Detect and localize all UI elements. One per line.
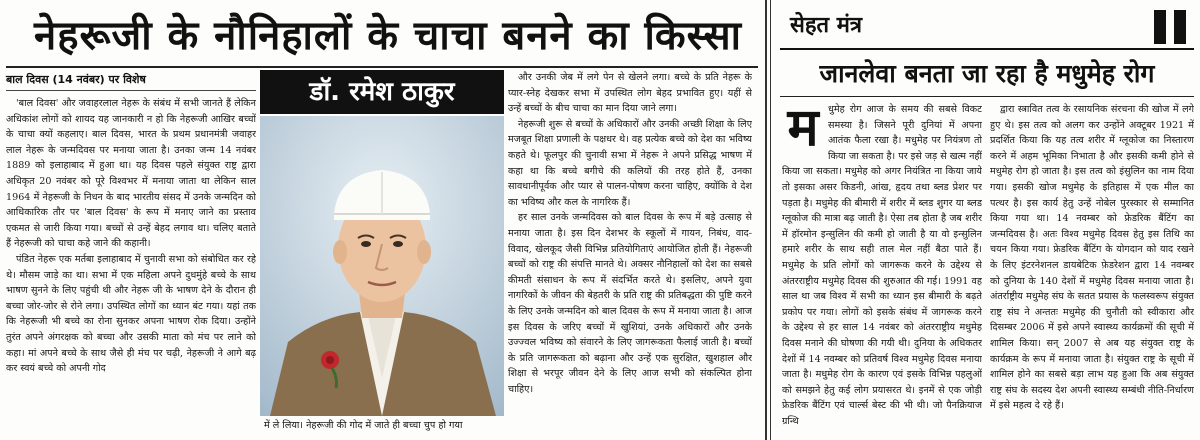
section-title: सेहत मंत्र [790, 13, 863, 38]
paragraph: धुमेह रोग आज के समय की सबसे विकट समस्या है। जिसने पूरी दुनियां में अपना आतंक फैला रखा है। मधुमेह पर नियंत्रण तो किया जा सकता है। पर इसे जड़ से खत्म नहीं किया जा सकता। मधुमेह को अगर नियंत्रित ना किया जाये तो इसका असर किडनी, आंख, हृदय तथा ब्लड प्रेशर पर पड़ता है। मधुमेह की बीमारी में शरीर में ब्लड शुगर या ब्लड ग्लूकोज की मात्रा बढ़ जाती है। ऐसा तब होता है जब शरीर में हॉरमोन इन्सुलिन की कमी हो जाती है या वो इन्सुलिन हमारे शरीर के साथ सही ताल मेल नहीं बैठा पाते हैं। मधुमेह के प्रति लोगों को जागरूक करने के उद्देश्य से अंतरराष्ट्रीय मधुमेह दिवस की शुरुआत की गई। 1991 वह साल था जब विश्व में सभी का ध्यान इस बीमारी के बढ़ते प्रकोप पर गया। लोगों को इसके संबंध में जागरूक करने के उद्देश्य से हर साल 14 नवंबर को अंतरराष्ट्रीय मधुमेह दिवस मनाने की घोषणा की गयी थी। दुनिया के अधिकतर देशों में 14 नवम्बर को प्रतिवर्ष विश्व मधुमेह दिवस मनाया जाता है। मधुमेह रोग के कारण एवं इसके विभिन्न पहलुओं को समझने हेतु कई लोग प्रयासरत थे। इनमें से एक जोड़ी फ्रेडरिक बैंटिंग एवं चार्ल्स बेस्ट की भी थी। जो पैनक्रियाज ग्रन्थि [782, 104, 982, 427]
headline-rule [6, 66, 758, 68]
column-divider [765, 0, 767, 440]
dropcap-letter: म [787, 102, 819, 158]
paragraph: पंडित नेहरू एक मर्तबा इलाहाबाद में चुनावी सभा को संबोधित कर रहे थे। मौसम जाड़े का था। सभा में एक महिला अपने दुधमुंहे बच्चे के साथ भाषण सुनने के लिए पहुंची थी और नेहरू जी के भाषण देने के दौरान ही बच्चा जोर-जोर से रोने लगा। उपस्थित लोगों का ध्यान बंट गया। यहां तक कि नेहरूजी भी बच्चे का रोना सुनकर अपना भाषण रोक दिया। उन्होंने तुरंत अपने अंगरक्षक को बच्चा और उसकी माता को मंच पर लाने को कहा। मां अपने बच्चे के साथ जैसे ही मंच पर चढ़ी, नेहरूजी ने आगे बढ़ कर स्वयं बच्चे को अपनी गोद [6, 253, 256, 375]
article-kicker: बाल दिवस (14 नवंबर) पर विशेष [6, 73, 146, 86]
kicker-rule [6, 90, 256, 91]
paragraph: और उनकी जेब में लगे पेन से खेलने लगा। बच्चे के प्रति नेहरू के प्यार-स्नेह देखकर सभा में उपस्थित लोग बेहद प्रभावित हुए। यहीं से उन्हें बच्चों के बीच चाचा का मान दिया जाने लगा। [508, 72, 752, 115]
paragraph: 'बाल दिवस' और जवाहरलाल नेहरू के संबंध में सभी जानते हैं लेकिन अधिकांश लोगों को शायद यह जानकारी न हो कि नेहरूजी आखिर बच्चों के चाचा क्यों कहलाए। बाल दिवस, भारत के प्रथम प्रधानमंत्री जवाहर लाल नेहरू के जन्मदिवस पर मनाया जाता है। उनका जन्म 14 नवंबर 1889 को इलाहाबाद में हुआ था। यह दिवस पहले संयुक्त राष्ट्र द्वारा अधिकृत 20 नवंबर को पूरे विश्वभर में मनाया जाता था लेकिन साल 1964 में नेहरूजी के निधन के बाद भारतीय संसद में उनके जन्मदिन को आधिकारिक तौर पर 'बाल दिवस' के रूप में मनाए जाने का प्रस्ताव एकमत से जारी किया गया। बच्चों से उन्हें बेहद लगाव था। चलिए बताते हैं नेहरूजी को चाचा कहे जाने की कहानी। [6, 98, 256, 250]
health-column-1 [782, 102, 982, 434]
health-headline: जानलेवा बनता जा रहा है मधुमेह रोग [819, 59, 1155, 88]
section-bars-icon [1150, 10, 1194, 46]
photo-caption: में ले लिया। नेहरूजी की गोद में जाते ही बच्चा चुप हो गया [264, 420, 463, 431]
article-headline: नेहरूजी के नौनिहालों के चाचा बनने का किस्सा [34, 13, 742, 59]
paragraph: नेहरूजी शुरू से बच्चों के अधिकारों और उनकी अच्छी शिक्षा के लिए मजबूत शिक्षा प्रणाली के पक्षधर थे। वह प्रत्येक बच्चे को देश का भविष्य कहते थे। फूलपुर की चुनावी सभा में नेहरू ने अपने प्रसिद्ध भाषण में कहा था कि बच्चे बगीचे की कलियों की तरह होते हैं, उनका सावधानीपूर्वक और प्यार से पालन-पोषण करना चाहिए, क्योंकि वे देश का भविष्य और कल के नागरिक हैं। [508, 118, 752, 208]
section-rule [780, 48, 1194, 50]
headline-rule [780, 96, 1194, 97]
portrait-illustration [260, 116, 504, 416]
author-byline: डॉ. रमेश ठाकुर [260, 70, 504, 114]
article-column-3 [508, 70, 752, 432]
portrait-photo [260, 116, 504, 416]
article-column-1 [6, 96, 256, 432]
paragraph: द्वारा स्त्रावित तत्व के रसायनिक संरचना की खोज में लगे हुए थे। इस तत्व को अलग कर उन्होंने अक्टूबर 1921 में प्रदर्शित किया कि यह तत्व शरीर में ग्लूकोज का निस्तारण करने में अहम भूमिका निभाता है और इसकी कमी होने से मधुमेह रोग हो जाता है। इस तत्व को इंसुलिन का नाम दिया गया। इसकी खोज मधुमेह के इतिहास में एक मील का पत्थर है। इस कार्य हेतु उन्हें नोबेल पुरस्कार से सम्मानित किया गया था। 14 नवम्बर को फ्रेडरिक बैंटिंग का जन्मदिवस है। अतः विश्व मधुमेह दिवस हेतु इस तिथि का चयन किया गया। फ्रेडरिक बैंटिंग के योगदान को याद रखने के लिए इंटरनेशनल डायबेटिक फ़ेडरेशन द्वारा 14 नवम्बर को दुनिया के 140 देशों में मधुमेह दिवस मनाया जाता है। अंतर्राष्ट्रीय मधुमेह संघ के सतत प्रयास के फलस्वरूप संयुक्त राष्ट्र संघ ने अन्ततः मधुमेह की चुनौती को स्वीकारा और दिसम्बर 2006 में इसे अपने स्वास्थ्य कार्यक्रमों की सूची में शामिल किया। सन् 2007 से अब यह संयुक्त राष्ट्र के कार्यक्रम के रूप में मनाया जाता है। संयुक्त राष्ट्र के सूची में शामिल होने का सबसे बड़ा लाभ यह हुआ कि अब संयुक्त राष्ट्र संघ के सदस्य देश अपनी स्वास्थ्य सम्बंधी नीति-निर्धारण में इसे महत्व दे रहे हैं। [990, 104, 1194, 412]
column-divider [770, 0, 771, 440]
health-column-2 [990, 102, 1194, 434]
paragraph: हर साल उनके जन्मदिवस को बाल दिवस के रूप में बड़े उत्साह से मनाया जाता है। इस दिन देशभर के स्कूलों में गायन, निबंध, वाद-विवाद, खेलकूद जैसी विभिन्न प्रतियोगिताएं आयोजित होती हैं। नेहरूजी बच्चों को राष्ट्र की संपत्ति मानते थे। अक्सर नौनिहालों को देश का सबसे कीमती संसाधन के रूप में संदर्भित करते थे। इसलिए, अपने युवा नागरिकों के जीवन की बेहतरी के प्रति राष्ट्र की प्रतिबद्धता की पुष्टि करने के लिए उनके जन्मदिन को बाल दिवस के रूप में मनाया जाता है। आज इस दिवस के जरिए बच्चों में खुशियां, उनके अधिकारों और उनके उज्ज्वल भविष्य को संवारने के लिए जागरूकता फैलाई जाती है। बच्चों के प्रति जागरूकता को बढ़ाना और उन्हें एक सुरक्षित, खुशहाल और शिक्षा से भरपूर जीवन देने के लिए आज सभी को संकल्पित होना चाहिए। [508, 212, 752, 395]
